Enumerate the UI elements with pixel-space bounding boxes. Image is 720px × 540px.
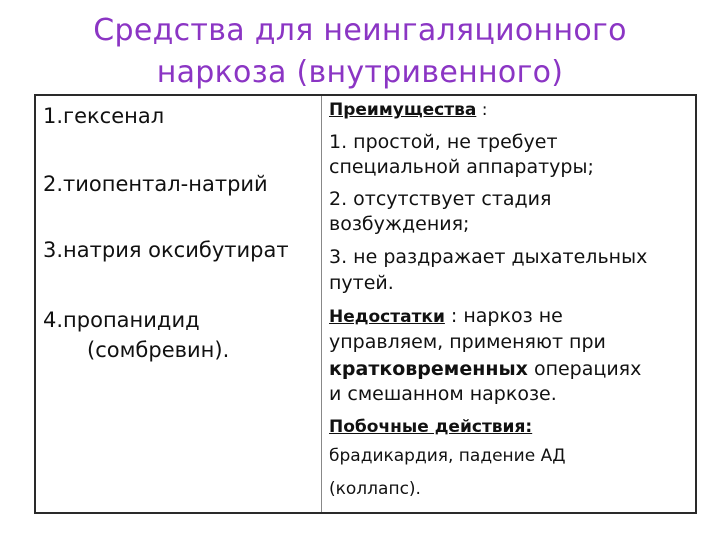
side-effects-heading-line [329,414,532,441]
advantages-heading-line [329,96,487,124]
advantages-colon: : [476,100,488,120]
advantages-heading: Преимущества [329,100,477,120]
disadvantage-line-2: управляем, применяют при [329,331,606,353]
advantage-line-4: возбуждения; [329,213,470,235]
side-effects-heading: Побочные действия: [329,417,533,437]
advantage-line-1: 1. простой, не требует [329,131,558,153]
properties-column [329,96,691,512]
column-divider [321,96,322,512]
advantage-line-2: специальной аппаратуры; [329,156,594,178]
disadvantage-line-3-rest: операциях [527,358,642,380]
drug-item-2: 2.тиопентал-натрий [43,172,268,196]
title-line-2: наркоза (внутривенного) [156,55,564,90]
drug-item-4-sub: (сомбревин). [87,338,230,362]
advantage-line-3: 2. отсутствует стадия [329,188,552,210]
drug-item-4: 4.пропанидид [43,308,200,332]
advantage-line-5: 3. не раздражает дыхательных [329,246,648,268]
side-effect-line-1: брадикардия, падение АД [329,446,566,466]
side-effect-line-2: (коллапс). [329,479,421,499]
disadvantage-bold-word: кратковременных [329,358,528,380]
disadvantage-line-3 [329,356,641,383]
disadvantage-line-4: и смешанном наркозе. [329,383,557,405]
drug-item-3: 3.натрия оксибутират [43,238,289,262]
title-line-1: Средства для неингаляционного [93,13,627,48]
slide-title [0,10,720,94]
drugs-table [34,94,697,514]
disadvantages-text-1: : наркоз не [444,305,563,327]
disadvantages-heading: Недостатки [329,307,445,327]
disadvantages-heading-line [329,303,563,331]
advantage-line-6: путей. [329,272,394,294]
drug-item-1: 1.гексенал [43,104,165,128]
drug-list [43,96,318,512]
